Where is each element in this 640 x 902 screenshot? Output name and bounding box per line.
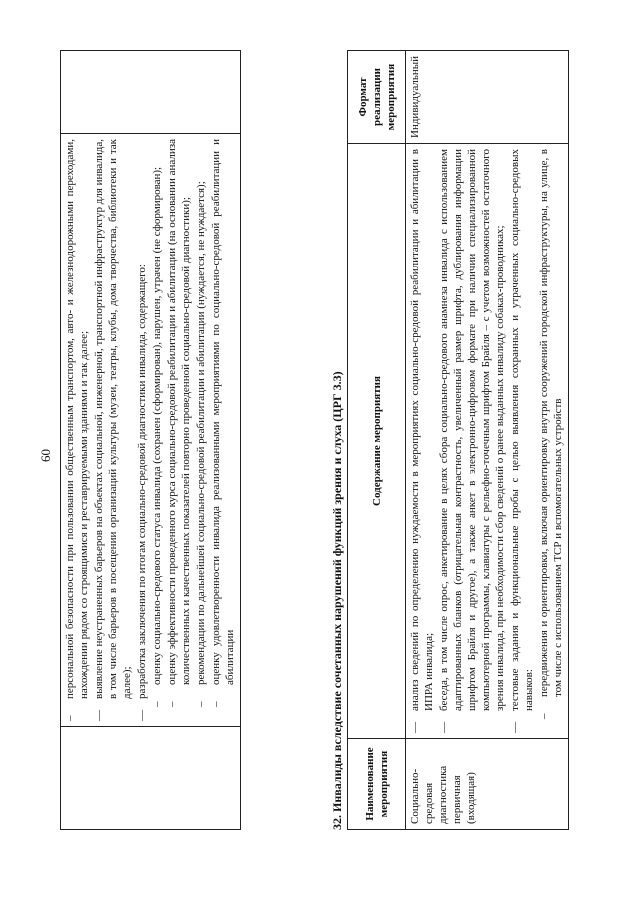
- list-item: — анализ сведений по определению нуждаемости в мероприятиях социально-средовой реабилитации и абилитации в ИПРА инвалида;: [409, 149, 435, 733]
- list-item: – передвижения и ориентировки, включая ориентировку внутри сооружений городской инфраструктуры, на улице, в том числе с использованием ТСР и вспомогательных устройств: [538, 149, 564, 719]
- list-item: – рекомендации по дальнейшей социально-средовой реабилитации и абилитации (нуждается, не нуждается);: [195, 181, 207, 707]
- activities-table: [347, 50, 569, 830]
- activity-content: [406, 144, 569, 739]
- section-heading: 32. Инвалиды вследствие сочетанных нарушений функций зрения и слуха (ЦРГ 3.3): [330, 371, 344, 830]
- page-number: 60: [38, 449, 53, 462]
- list-item: – оценку удовлетворенности инвалида реализованными мероприятиями по социально-средовой реабилитации и абилитации: [210, 139, 236, 707]
- empty-name-cell: [61, 727, 241, 830]
- list-item: — разработка заключения по итогам социально-средовой диагностики инвалида, содержащего:: [136, 264, 148, 721]
- content-cell: [61, 134, 241, 727]
- activity-format: Индивидуальный: [406, 51, 569, 144]
- empty-format-cell: [61, 51, 241, 134]
- continued-table: [60, 50, 241, 830]
- table-row: [406, 51, 569, 830]
- table-row: [61, 51, 241, 830]
- header-content: Содержание мероприятия: [348, 144, 406, 739]
- header-format: Формат реализации мероприятия: [348, 51, 406, 144]
- list-item: – оценку социально-средового статуса инвалида (сохранен (сформирован), нарушен, утрачен (не сформирован);: [151, 166, 163, 707]
- list-item: – оценку эффективности проведенного курса социально-средовой реабилитации и абилитации (на основании анализа количественных и качественных показателей повторно проведенной социально-средовой диагностики);: [166, 139, 192, 707]
- table-header-row: [348, 51, 406, 830]
- list-item: — беседа, в том числе опрос, анкетирование в целях сбора социально-средового анамнеза инвалида с использованием адаптированных бланков (отрицательная контрастность, увеличенный размер шрифта, дублирования информации шрифтом Брайля и другое), а также анкет в электронно-цифровом формате при наличии специализированной компьютерной программы, клавиатуры с рельефно-точечным шрифтом Брайля – с учетом возможностей остаточного зрения инвалида, при необходимости сбор сведений о ранее выданных инвалиду собаках-проводниках;: [438, 149, 506, 733]
- list-item: — выявление неустраненных барьеров на объектах социальной, инженерной, транспортной инфраструктур для инвалида, в том числе барьеров в посещении организаций культуры (музеи, театры, клубы, дома творчества, библиотеки и так далее);: [93, 139, 133, 721]
- header-name: Наименование мероприятия: [348, 739, 406, 830]
- list-item: — тестовые задания и функциональные пробы с целью выявления сохранных и утраченных социально-средовых навыков:: [509, 149, 535, 733]
- list-item: – персональной безопасности при пользовании общественным транспортом, авто- и железнодорожными переходами, нахождении рядом со строящимися и реставрируемыми зданиями и так далее;: [64, 139, 90, 721]
- activity-name: Социально-средовая диагностика первичная (входящая): [406, 739, 569, 830]
